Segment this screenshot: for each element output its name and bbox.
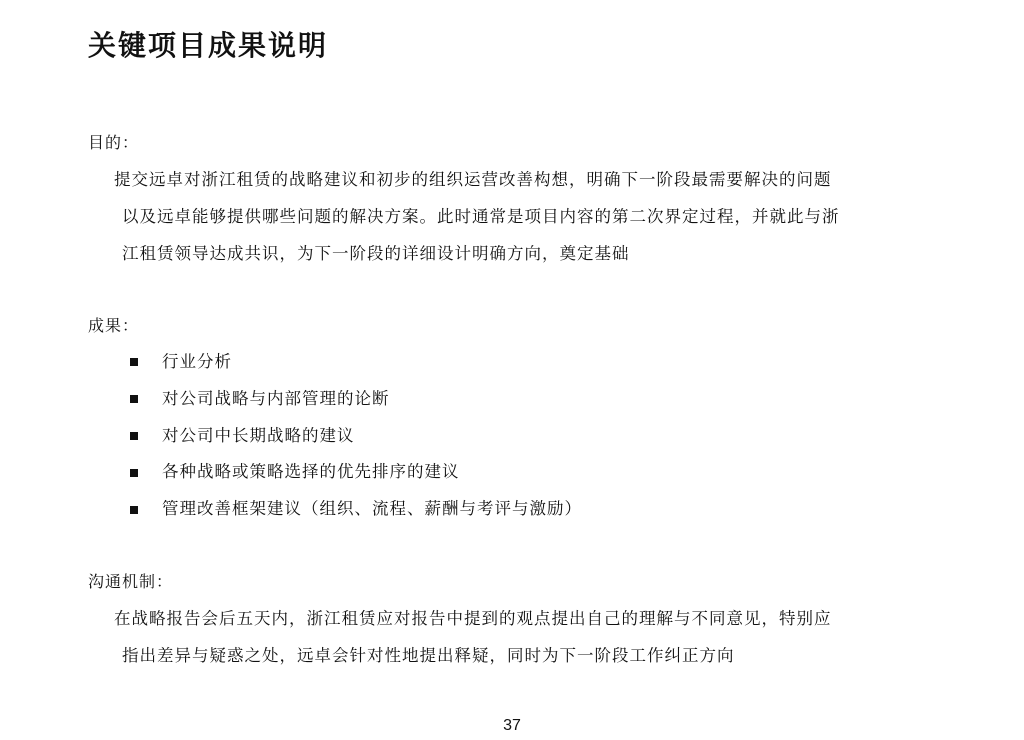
- communication-line: 在战略报告会后五天内，浙江租赁应对报告中提到的观点提出自己的理解与不同意见，特别应: [114, 609, 832, 628]
- purpose-line: 以及远卓能够提供哪些问题的解决方案。此时通常是项目内容的第二次界定过程，并就此与浙: [122, 207, 840, 226]
- purpose-paragraph: [114, 161, 964, 272]
- square-bullet-icon: [130, 395, 138, 403]
- list-item: 对公司战略与内部管理的论断: [130, 381, 582, 418]
- square-bullet-icon: [130, 506, 138, 514]
- square-bullet-icon: [130, 432, 138, 440]
- purpose-label: 目的：: [88, 133, 140, 152]
- results-label: 成果：: [88, 316, 140, 335]
- square-bullet-icon: [130, 358, 138, 366]
- purpose-line: 江租赁领导达成共识，为下一阶段的详细设计明确方向，奠定基础: [122, 244, 630, 263]
- communication-paragraph: [114, 600, 964, 674]
- list-item: 行业分析: [130, 344, 582, 381]
- page-number: 37: [503, 717, 521, 734]
- results-list: [130, 344, 582, 528]
- communication-line: 指出差异与疑惑之处，远卓会针对性地提出释疑，同时为下一阶段工作纠正方向: [122, 646, 735, 665]
- list-item: 各种战略或策略选择的优先排序的建议: [130, 454, 582, 491]
- list-item: 对公司中长期战略的建议: [130, 418, 582, 455]
- page-title: 关键项目成果说明: [88, 29, 329, 62]
- square-bullet-icon: [130, 469, 138, 477]
- purpose-line: 提交远卓对浙江租赁的战略建议和初步的组织运营改善构想，明确下一阶段最需要解决的问题: [114, 170, 832, 189]
- communication-label: 沟通机制：: [88, 572, 174, 591]
- list-item: 管理改善框架建议（组织、流程、薪酬与考评与激励）: [130, 491, 582, 528]
